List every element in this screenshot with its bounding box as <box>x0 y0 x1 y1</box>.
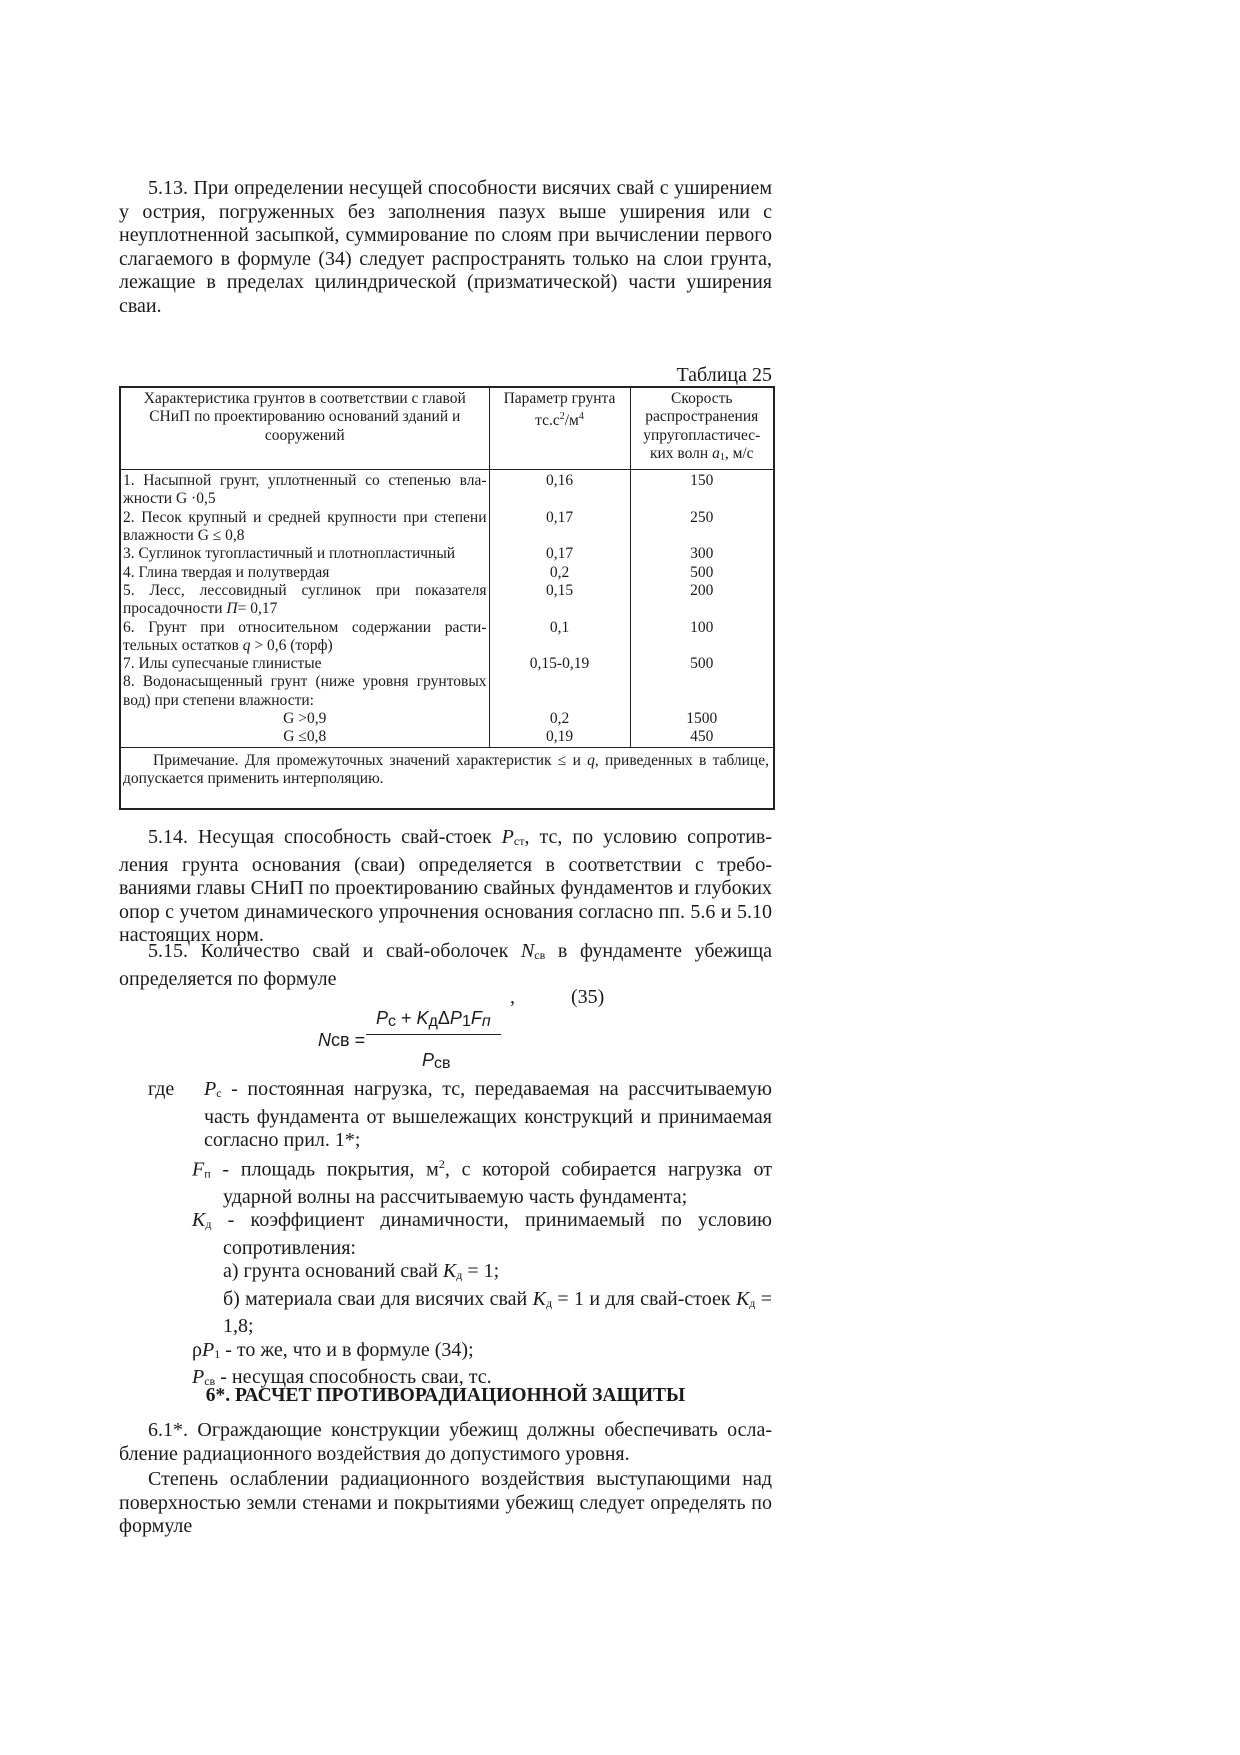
table-note-row <box>120 747 774 809</box>
legend-item-kd: Kд - коэффициент динамичности, принимаемый по условию сопротивления: <box>192 1209 772 1259</box>
row-description: 1. Насыпной грунт, уплотненный со степенью вла-жности G ·0,5 <box>120 470 489 509</box>
section-heading-6: 6*. РАСЧЕТ ПРОТИВОРАДИАЦИОННОЙ ЗАЩИТЫ <box>205 1385 686 1406</box>
paragraph-6-2: Степень ослаблении радиационного воздействия выступающими над поверхностью земли стенами и покрытиями убежищ следует определять по формуле <box>119 1468 772 1537</box>
paragraph-5-13: 5.13. При определении несущей способности висячих свай с уширением у острия, погруженных без заполнения пазух выше уширения или с неуплотненной засыпкой, суммирование по слоям при вычислении первого слагаемого в формуле (34) следует распространять только на слои грунта, лежащие в пределах цилиндрической (призматической) части уширения сваи. <box>119 177 772 317</box>
table-row <box>120 619 774 656</box>
header-soil-parameter: Параметр грунта $тс.с^2/м^4$ <box>489 387 630 470</box>
formula-lhs: Nсв = <box>318 1030 366 1050</box>
paragraph-5-15: 5.15. Количество свай и свай-оболочек Nсв в фундаменте убежища определяется по формуле <box>119 940 772 990</box>
row-speed: 500 <box>630 564 774 582</box>
row-speed: 500 <box>630 655 774 673</box>
table-row <box>120 509 774 546</box>
where-label: где <box>148 1078 175 1100</box>
table-row <box>120 470 774 509</box>
table-caption: Таблица 25 <box>676 364 772 386</box>
soil-parameters-table <box>119 386 775 810</box>
fraction-bar <box>366 1034 501 1035</box>
row-param: 0,15-0,19 <box>489 655 630 673</box>
row-description: 6. Грунт при относительном содержании расти-тельных остатков q > 0,6 (торф) <box>120 619 489 656</box>
row-param: 0,2 <box>489 564 630 582</box>
row-param <box>489 673 630 710</box>
legend-item-kd-a: а) грунта оснований свай Kд = 1; <box>223 1260 500 1283</box>
row-param: 0,1 <box>489 619 630 656</box>
row-description: 3. Суглинок тугопластичный и плотнопластичный <box>120 545 489 563</box>
row-param: 0,17 <box>489 545 630 563</box>
row-description: 7. Илы супесчаные глинистые <box>120 655 489 673</box>
row-speed: 150 <box>630 470 774 509</box>
row-description: 4. Глина твердая и полутвердая <box>120 564 489 582</box>
formula-legend <box>119 1078 772 1394</box>
table-row <box>120 545 774 563</box>
row-description: 2. Песок крупный и средней крупности при степени влажности G ≤ 0,8 <box>120 509 489 546</box>
row-description: 5. Лесс, лессовидный суглинок при показателя просадочности П= 0,17 <box>120 582 489 619</box>
row-description: G ≤0,8 <box>120 728 489 747</box>
table-row <box>120 655 774 673</box>
header-soil-characteristic: Характеристика грунтов в соответствии с главой СНиП по проектированию оснований зданий и сооружений <box>120 387 489 470</box>
row-speed: 250 <box>630 509 774 546</box>
table-row <box>120 673 774 710</box>
legend-item-kd-b: б) материала сваи для висячих свай Kд = 1 и для свай-стоек Kд = 1,8; <box>223 1287 773 1338</box>
paragraph-6-1: 6.1*. Ограждающие конструкции убежищ должны обеспечивать осла-бление радиационного воздействия до допустимого уровня. <box>119 1419 772 1465</box>
legend-item-fp: Fп - площадь покрытия, $м^2$, с которой собирается нагрузка от ударной волны на рассчитываемую часть фундамента; <box>192 1156 772 1208</box>
row-description: 8. Водонасыщенный грунт (ниже уровня грунтовых вод) при степени влажности: <box>120 673 489 710</box>
legend-item-pc: где Pс - постоянная нагрузка, тс, передаваемая на рассчитываемую часть фундамента от вышележащих конструкций и принимаемая согласно прил. 1*; <box>148 1078 772 1151</box>
table-row <box>120 564 774 582</box>
row-speed: 300 <box>630 545 774 563</box>
formula-numerator: Pс + KдΔP1Fп <box>376 1008 491 1030</box>
row-speed: 100 <box>630 619 774 656</box>
row-speed: 450 <box>630 728 774 747</box>
row-speed: 1500 <box>630 710 774 728</box>
table-row <box>120 728 774 747</box>
table-row <box>120 710 774 728</box>
row-param: 0,2 <box>489 710 630 728</box>
row-description: G >0,9 <box>120 710 489 728</box>
table-note: Примечание. Для промежуточных значений характеристик ≤ и q, приведенных в таблице, допускается применить интерполяцию. <box>120 747 774 809</box>
row-speed: 200 <box>630 582 774 619</box>
table-header-row <box>120 387 774 470</box>
formula-35 <box>318 1008 508 1076</box>
paragraph-5-14: 5.14. Несущая способность свай-стоек Pст, тс, по условию сопротив-ления грунта основания (сваи) определяется в соответствии с требо-ваниями главы СНиП по проектированию свайных фундаментов и глубоких опор с учетом динамического упрочнения основания согласно пп. 5.6 и 5.10 настоящих норм. <box>119 826 773 946</box>
row-param: 0,16 <box>489 470 630 509</box>
formula-comma: , <box>510 986 515 1008</box>
formula-denominator: Pсв <box>422 1050 451 1072</box>
row-param: 0,15 <box>489 582 630 619</box>
table-row <box>120 582 774 619</box>
row-param: 0,17 <box>489 509 630 546</box>
legend-item-psv: Pсв - несущая способность сваи, тс. <box>192 1366 492 1389</box>
formula-number: (35) <box>571 986 605 1008</box>
formula-number-line <box>510 986 604 1009</box>
row-speed <box>630 673 774 710</box>
row-param: 0,19 <box>489 728 630 747</box>
header-wave-speed: Скорость распространения упругопластичес-ких волн $a_1$, м/с <box>630 387 774 470</box>
legend-item-p1: ρP1 - то же, что и в формуле (34); <box>192 1338 474 1361</box>
